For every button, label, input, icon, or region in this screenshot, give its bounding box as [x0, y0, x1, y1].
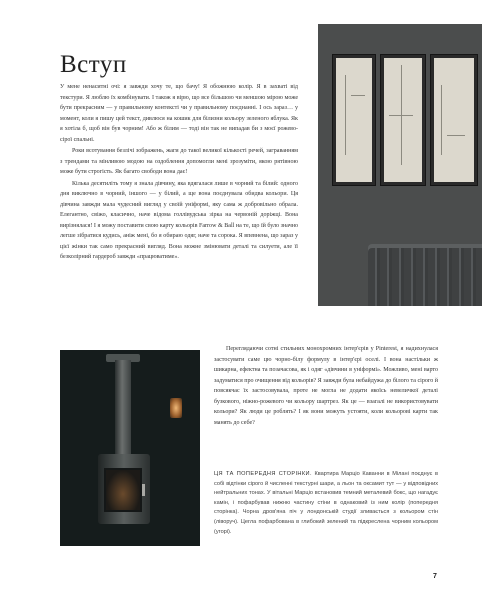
page-number: 7	[433, 573, 437, 580]
map-frame-right	[430, 54, 478, 186]
stove-handle	[142, 484, 145, 496]
page-title: Вступ	[60, 50, 127, 78]
paragraph-3: Кілька десятиліть тому я знала дівчину, яка вдягалася лише в чорний та білий: одного дня виключно в чорний, іншого — у білий, а ще вона поєднувала обидва кольори. Ця дівчина завжди мала чудесний вигляд у своїй уніформі, яку сама ж добровільно обрала. Елегантно, свіжо, класично, наче відома голлівудська зірка на червоній доріжці. Вона вирізнялася! І я можу поставити свою карту кольорів Farrow & Ball на те, що їй було значно легше зібратися кудись, аніж мені, бо я обираю одяг, наче та сорока. Я впевнена, що зараз у цієї жінки так само прекрасний вигляд. Вона можне змінювати деталі та силуети, але її безколірний гардероб завжди «працюватиме».	[60, 180, 298, 260]
wall-lamp	[170, 398, 182, 418]
photo-framed-maps	[318, 24, 482, 306]
intro-text-column	[60, 82, 298, 264]
second-text-column	[214, 344, 438, 429]
photo-caption	[214, 470, 438, 537]
paragraph-2: Роки всотування безлічі зображень, жаги до такої великої кількості речей, заграванням з трендами та мінливою модою на оздоблення допомогли мені зрозуміти, якою рятівною може бути строгість. Як багато свободи вона дає!	[60, 148, 298, 175]
radiator	[368, 248, 482, 306]
map-frame-middle	[380, 54, 426, 186]
caption-text: Квартира Марціо Каванни в Мілані поєднує в собі відтінки сірого й численні текстурні шари, а льон та оксамит тут — у відповідних нейтральних тонах. У вітальні Марціо встановив темний металевий бокс, що нагадує камін, і пофарбував нижню частину стіни в однаковий із ним колір (попередня сторінка). Чорна дров'яна піч у лондонській студії зливається з кольором стін (ліворуч). Цегла пофарбована в глибокий зелений та підкреслена чорним кольором (угорі).	[214, 471, 438, 535]
paragraph-1: У мене ненаситні очі: я завжди хочу те, що бачу! Я обожнюю колір. Я в захваті від текстури. Я люблю їх комбінувати. І також я вірю, що все більшою чи меншою мірою може бути прекрасним — у правильному контексті чи у правильному поєднанні. І ось зараз… у момент, коли я пишу цей текст, дивлюся на кошик для білизни кольору зеленого яблука. Як я хотіла б, щоб він був чорним! Або ж білим — тоді він так не випадав би з моєї рожево-сірої спальні.	[60, 84, 298, 143]
stove-pipe	[115, 360, 131, 455]
caption-heading: ЦЯ ТА ПОПЕРЕДНЯ СТОРІНКИ.	[214, 471, 312, 477]
map-frame-left	[332, 54, 376, 186]
photo-wood-stove	[60, 350, 200, 546]
stove-window	[104, 468, 142, 512]
paragraph-4: Переглядаючи сотні стильних монохромних інтер'єрів у Pinterest, я надихнулася застосувати саме цю чорно-білу формулу в інтер'єрі оселі. І вона настільки ж шикарна, ефектна та позачасова, як і одяг «дівчини в уніформі». Можливо, мені варто задуматися про очищення від кольорів? Я завжди була небайдужа до білого та сірого й повсякчас їх застосовувала, проте не могла не додати якоїсь невеличкої деталі бузкового, ніжно-рожевого чи кольору шартрез. Як це — взагалі не використовувати кольори? Як люди це роблять? І як вони можуть устояти, коли кольорові карти так манять до себе?	[214, 346, 438, 426]
